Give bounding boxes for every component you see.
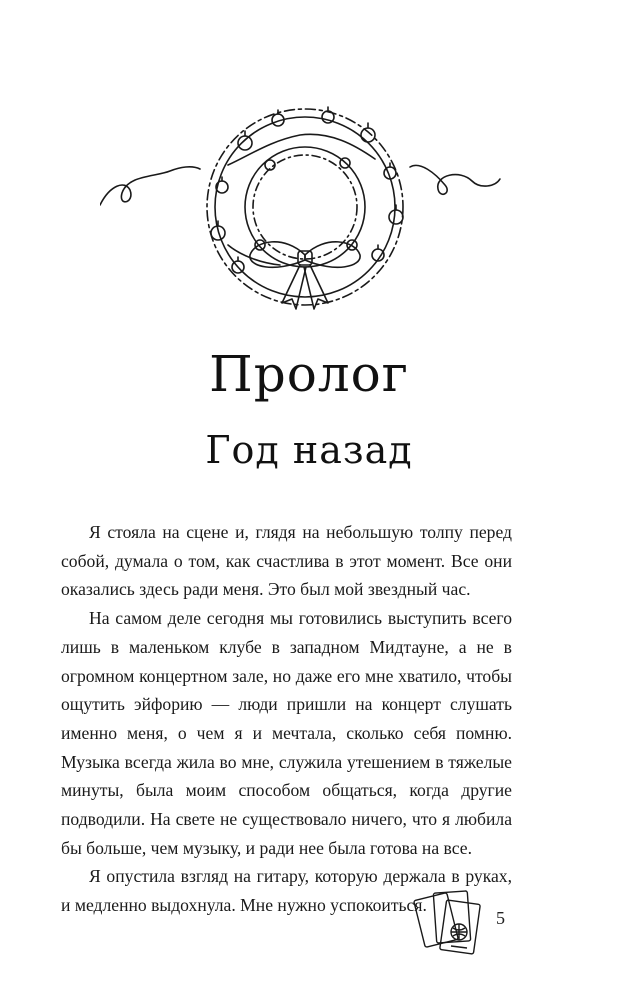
body-text: [61, 518, 512, 920]
chapter-title: Пролог: [209, 345, 409, 403]
paragraph: Я опустила взгляд на гитару, которую держала в руках, и медленно выдохнула. Мне нужно успокоиться.: [61, 866, 512, 916]
paragraph: Я стояла на сцене и, глядя на небольшую толпу перед собой, думала о том, как счастлива в этот момент. Все они оказались здесь ради меня. Это был мой звездный час.: [61, 522, 512, 600]
paragraph: На самом деле сегодня мы готовились выступить всего лишь в маленьком клубе в западном Мидтауне, а не в огромном концертном зале, но даже его мне хватило, чтобы ощутить эйфорию — люди пришли на концерт слушать именно меня, о чем я и мечтала, сколько себя помню. Музыка всегда жила во мне, служила утешением в тяжелые минуты, была моим способом общаться, когда другие подводили. На свете не существовало ничего, что я любила бы больше, чем музыку, и ради нее была готова на все.: [61, 608, 512, 858]
christmas-wreath-icon: [100, 95, 520, 325]
tickets-passport-icon: [413, 888, 485, 958]
chapter-subtitle: Год назад: [205, 428, 413, 472]
page-number: 5: [496, 908, 505, 928]
